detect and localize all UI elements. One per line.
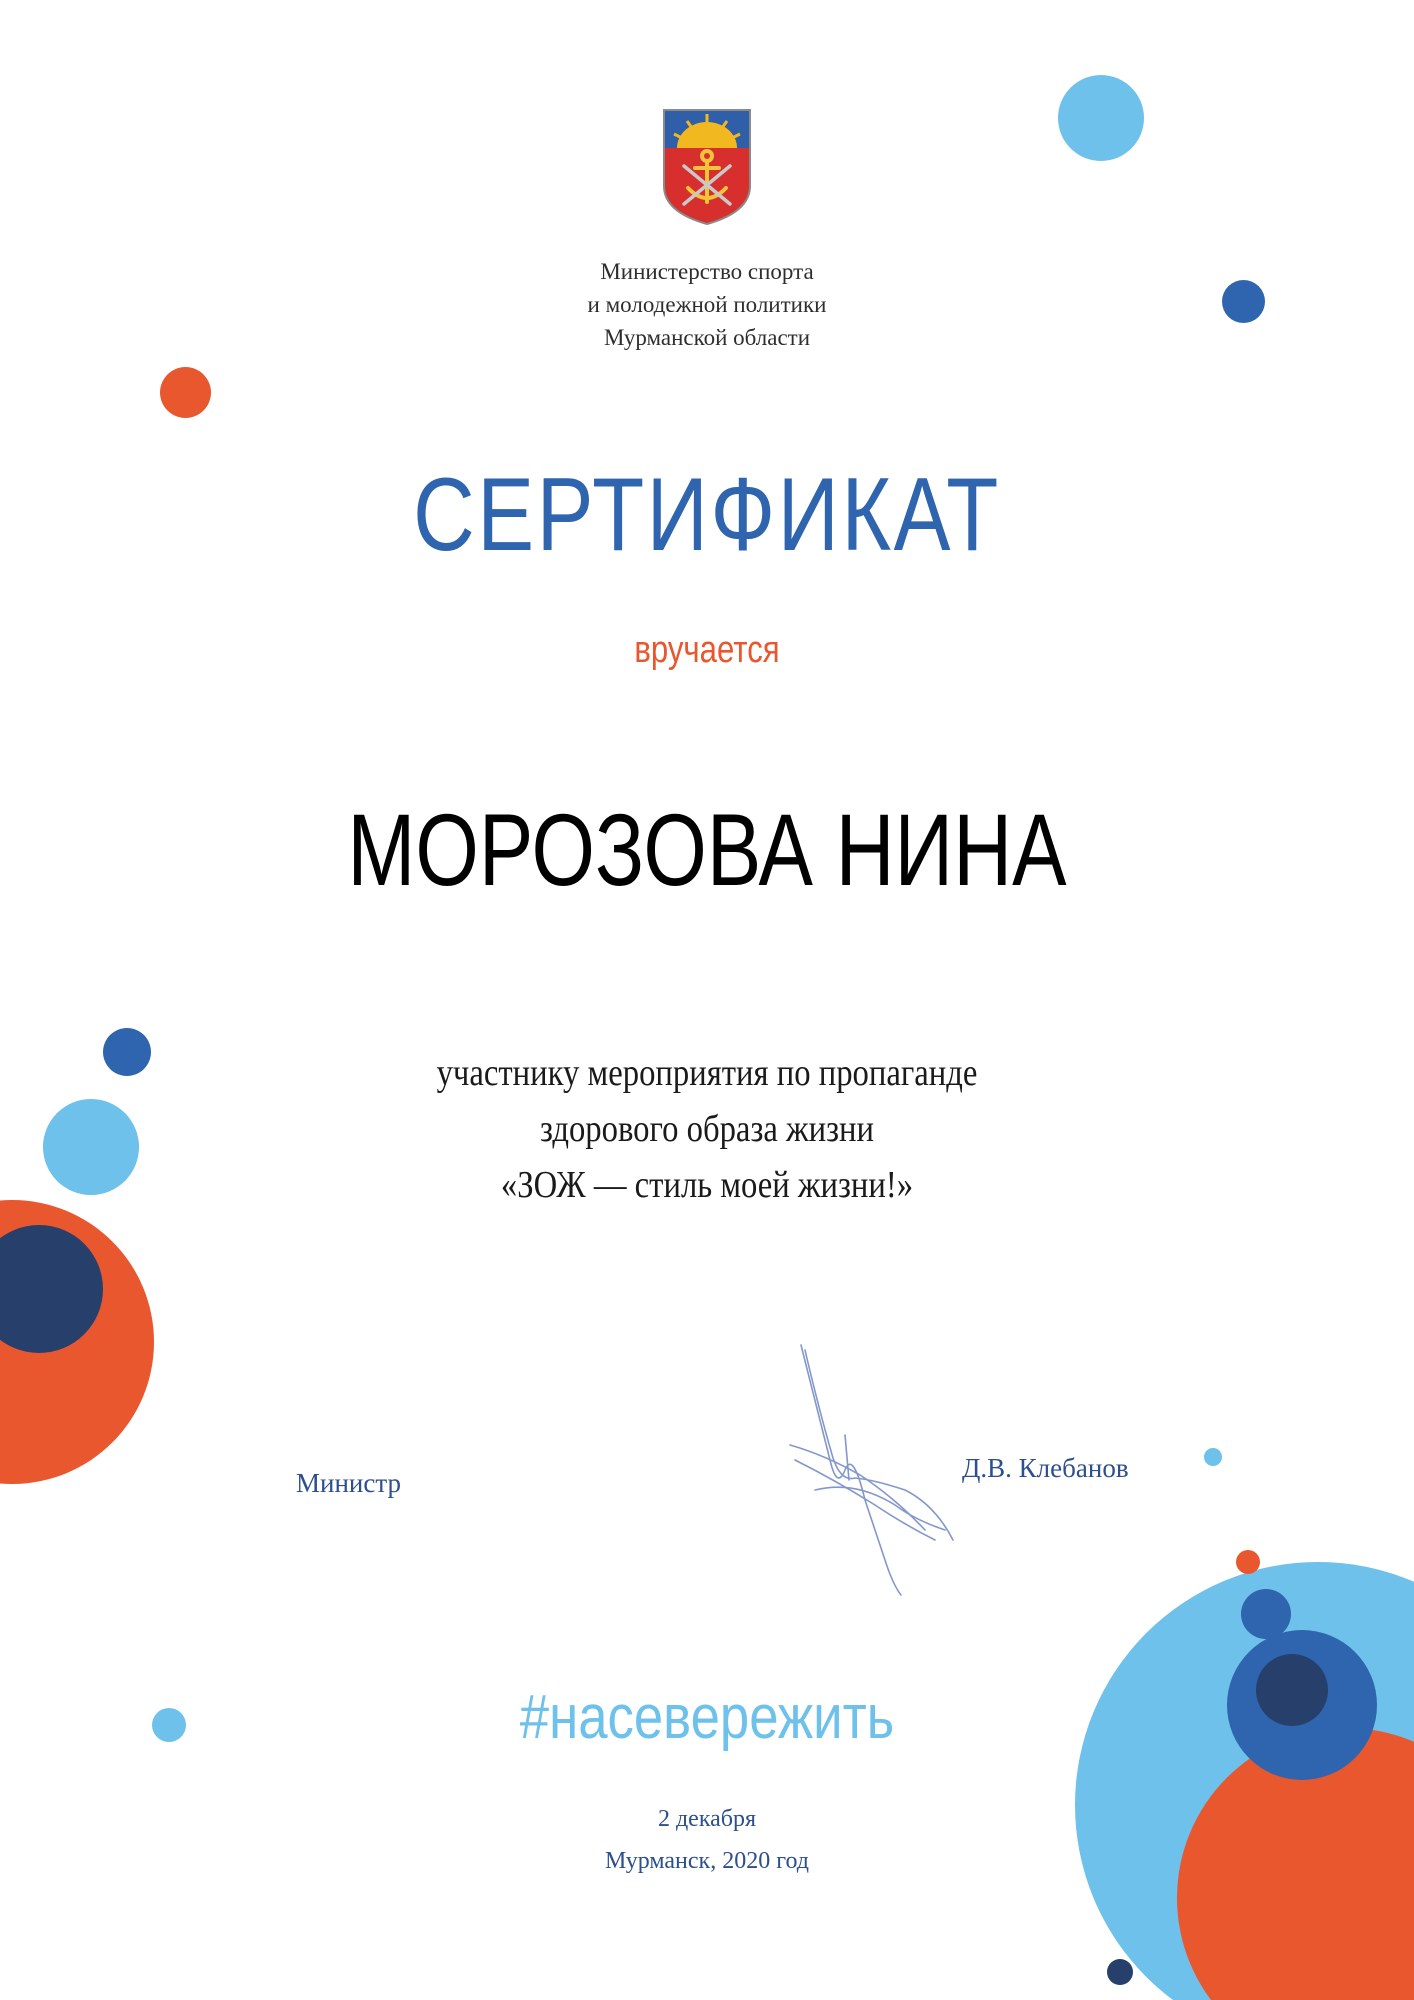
issuer-line-3: Мурманской области <box>603 325 811 350</box>
reason-line-3: «ЗОЖ — стиль моей жизни!» <box>500 1164 914 1206</box>
signer-name: Д.В. Клебанов <box>962 1453 1129 1483</box>
issuer-line-2: и молодежной политики <box>587 292 827 317</box>
award-reason <box>99 1045 1315 1213</box>
hashtag: #насевережить <box>519 1683 895 1752</box>
reason-line-2: здорового образа жизни <box>540 1108 874 1150</box>
murmansk-coat-of-arms-icon <box>662 108 752 226</box>
signer-title: Министр <box>296 1468 401 1498</box>
issue-place-year: Мурманск, 2020 год <box>605 1848 809 1874</box>
issuer-name <box>0 255 1414 354</box>
decor-circle-blue-mid-right <box>1241 1589 1291 1639</box>
reason-line-1: участнику мероприятия по пропаганде <box>436 1052 978 1094</box>
issue-date: 2 декабря <box>657 1806 757 1832</box>
issuer-line-1: Министерство спорта <box>600 259 814 284</box>
decor-circle-orange-small-right <box>1236 1550 1260 1574</box>
awarded-label: вручается <box>634 629 780 671</box>
date-place <box>0 1798 1414 1882</box>
decor-circle-navy-small-bottom <box>1107 1959 1133 1985</box>
handwritten-signature-icon <box>785 1340 960 1600</box>
certificate-title: СЕРТИФИКАТ <box>413 457 1001 573</box>
decor-circle-small-lightblue-right <box>1204 1448 1222 1466</box>
recipient-name: МОРОЗОВА НИНА <box>347 793 1067 907</box>
